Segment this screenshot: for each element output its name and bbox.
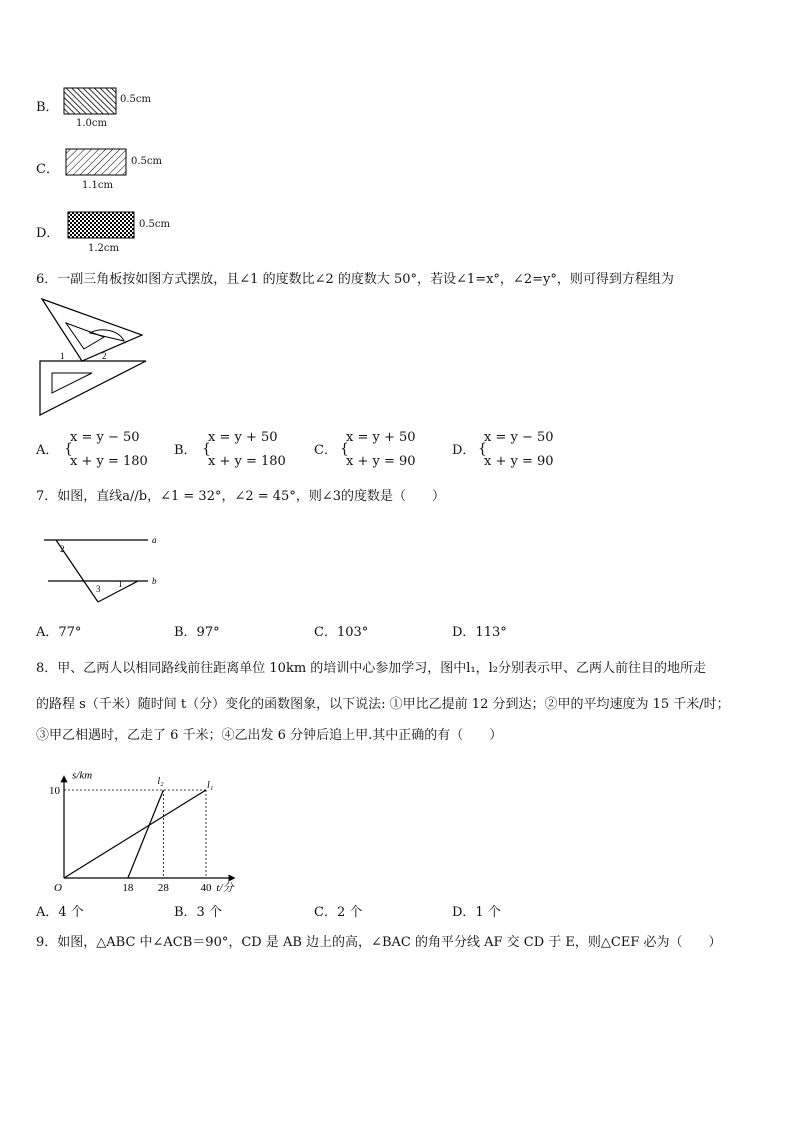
q6-triangle-figure [30,295,150,420]
series-label-l1: l₁ [207,780,214,791]
series-label-l2: l₂ [157,776,164,787]
q5-option-b-height: 0.5cm [120,94,151,105]
q6-option-d[interactable]: D． { x = y − 50 x + y = 90 [452,430,554,469]
q6-angle-2-label: 2 [102,351,107,361]
q5-option-b-label[interactable]: B． [36,100,59,115]
q7-option-a[interactable]: A．77° [36,625,82,640]
origin-label: O [54,882,62,894]
q7-line-b-label: b [152,576,157,586]
y-axis-label: s/km [72,769,93,782]
y-tick-label-10: 10 [49,785,60,797]
q8-option-d[interactable]: D．1 个 [452,905,501,920]
q8-question-line1: 8．甲、乙两人以相同路线前往距离单位 10km 的培训中心参加学习，图中l₁，l₂分别表示甲、乙两人前往目的地所走 [36,661,707,676]
q5-option-d-label[interactable]: D． [36,226,60,241]
q6-option-b[interactable]: B． { x = y + 50 x + y = 180 [174,430,286,469]
x-tick-label-18: 18 [122,882,134,894]
x-tick-label-28: 28 [157,882,169,894]
q8-option-a[interactable]: A．4 个 [36,905,84,920]
series-line-1 [64,790,206,878]
q5-option-d-height: 0.5cm [139,219,170,230]
q8-question-line3: ③甲乙相遇时，乙走了 6 千米；④乙出发 6 分钟后追上甲.其中正确的有（ ） [36,728,503,743]
q5-option-c-width: 1.1cm [82,180,113,191]
q5-figures [0,0,794,260]
q5-option-c-label[interactable]: C． [36,162,59,177]
q8-question-line2: 的路程 s（千米）随时间 t（分）变化的函数图象，以下说法: ①甲比乙提前 12 分到达；②甲的平均速度为 15 千米/时； [36,697,730,712]
q7-line-a-label: a [152,535,157,545]
q6-question-text: 6．一副三角板按如图方式摆放，且∠1 的度数比∠2 的度数大 50°，若设∠1=x°，∠2=y°，则可得到方程组为 [36,272,674,287]
q6-option-a[interactable]: A． { x = y − 50 x + y = 180 [36,430,148,469]
q6-angle-1-label: 1 [60,351,65,361]
q7-angle-3-label: 3 [96,584,101,594]
q5-option-c-height: 0.5cm [131,156,162,167]
q8-chart [40,758,234,894]
q6-option-c[interactable]: C． { x = y + 50 x + y = 90 [314,430,416,469]
q7-option-b[interactable]: B．97° [174,625,220,640]
rect-option-c [66,149,126,175]
q9-question-text: 9．如图，△ABC 中∠ACB＝90°，CD 是 AB 边上的高，∠BAC 的角平分线 AF 交 CD 于 E，则△CEF 必为（ ） [36,935,722,950]
q8-option-c[interactable]: C．2 个 [314,905,363,920]
q7-angle-1-label: 1 [118,579,123,589]
x-axis-label: t/分 [216,882,234,894]
q7-option-c[interactable]: C．103° [314,625,369,640]
rect-option-d [68,212,134,238]
q5-option-b-width: 1.0cm [76,118,107,129]
rect-option-b [64,88,116,114]
q7-parallel-lines-figure [40,530,170,606]
q7-angle-2-label: 2 [60,544,65,554]
q8-option-b[interactable]: B．3 个 [174,905,222,920]
q5-option-d-width: 1.2cm [88,243,119,254]
x-tick-label-40: 40 [200,882,212,894]
series-line-2 [128,790,163,878]
q7-option-d[interactable]: D．113° [452,625,507,640]
q7-question-text: 7．如图，直线a//b，∠1 = 32°，∠2 = 45°，则∠3的度数是（ ） [36,489,445,504]
